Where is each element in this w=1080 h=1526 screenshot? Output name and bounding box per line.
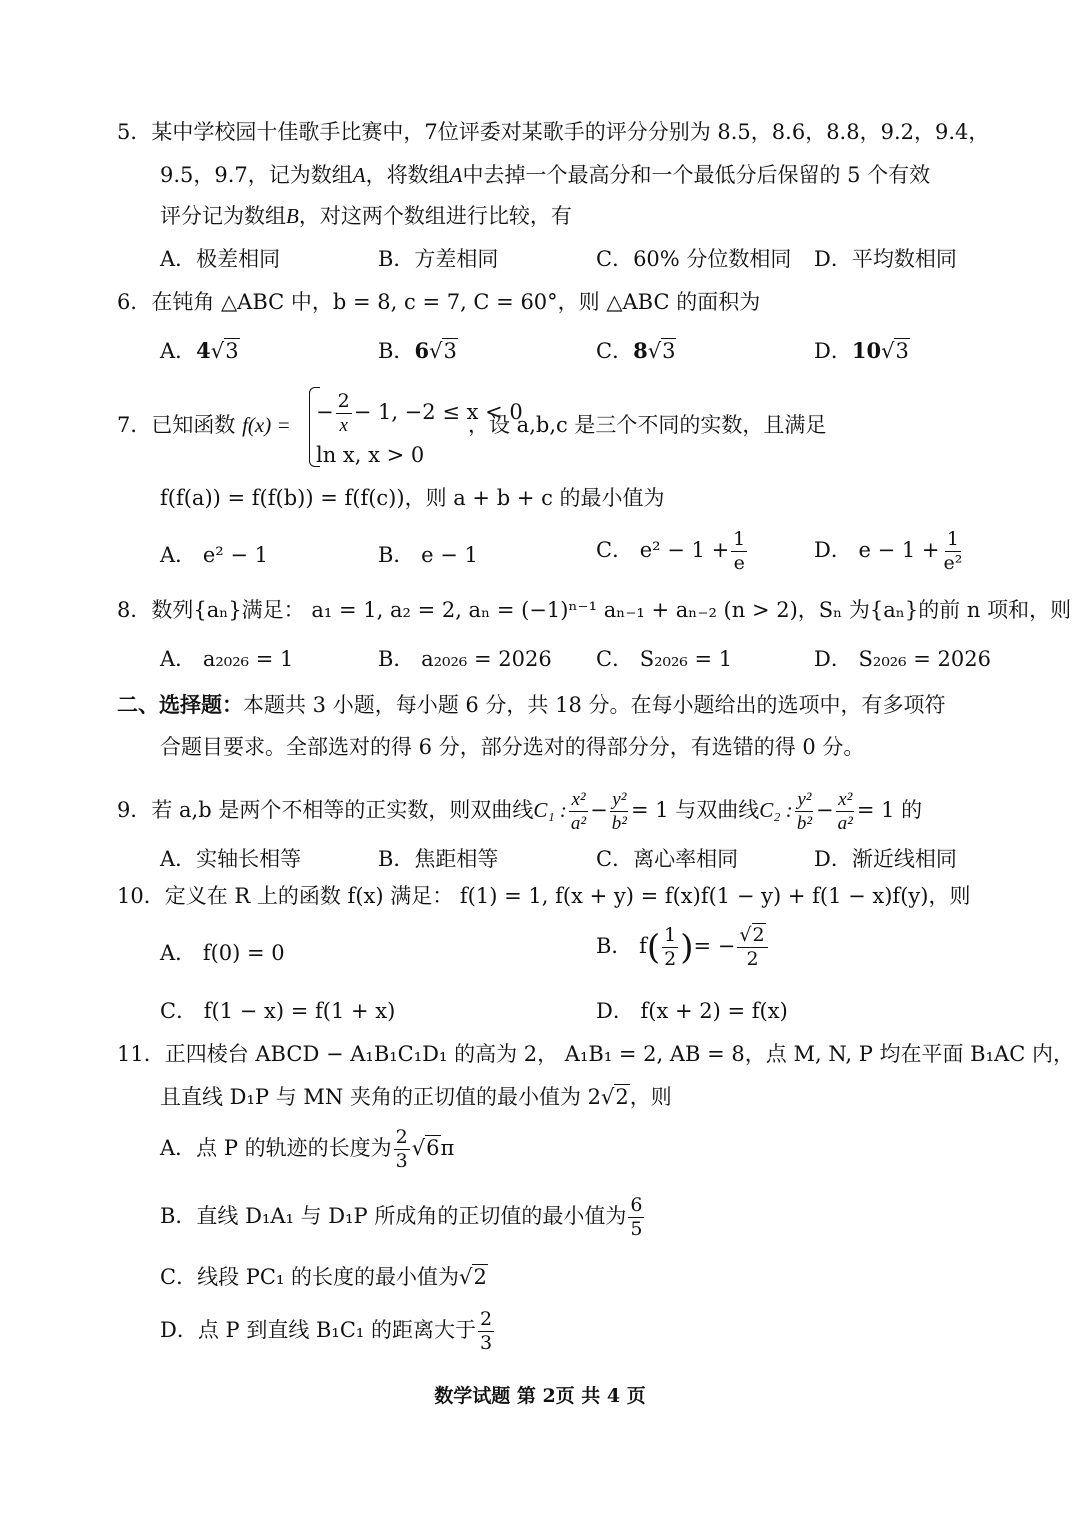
q7-option-b: B． e − 1 [378, 543, 478, 567]
q6-option-a: A．4√3 [160, 338, 239, 363]
q9-option-a: A．实轴长相等 [160, 847, 302, 871]
q6-stem: 6．在钝角 △ABC 中，b = 8, c = 7, C = 60°，则 △ABC 的面积为 [117, 290, 761, 314]
q10-option-a: A． f(0) = 0 [160, 941, 285, 965]
page-footer: 数学试题 第 2页 共 4 页 [434, 1385, 646, 1407]
q11-option-a: A．点 P 的轨迹的长度为 $\frac{2}{3}$ √6π [160, 1126, 455, 1172]
q9-stem: 9．若 a,b 是两个不相等的正实数，则双曲线C₁ : $\frac{\text{x²}}{\text{a²}}$ − $\frac{\text{y²}}{\text{b²}}$ = 1 与双曲线C₂ : $\frac{\text{y²}}{\text{b²}}$ − $\frac{\text{x²}}{\text{a²}}$ = 1 的 [117, 789, 923, 834]
section2-heading: 二、选择题： [117, 692, 243, 717]
q11-option-c: C．线段 PC₁ 的长度的最小值为√2 [160, 1265, 487, 1289]
q8-option-c: C． S₂₀₂₆ = 1 [596, 647, 733, 671]
q7-piece-1: − $\frac{2}{x}$ − 1, −2 ≤ x < 0 [316, 390, 523, 436]
q8-option-d: D． S₂₀₂₆ = 2026 [814, 647, 991, 671]
q9-option-c: C．离心率相同 [596, 847, 739, 871]
q9-option-b: B．焦距相等 [378, 847, 499, 871]
q11-option-b: B．直线 D₁A₁ 与 D₁P 所成角的正切值的最小值为 $\frac{6}{5}$ [160, 1194, 643, 1240]
section2-line1: 二、选择题：本题共 3 小题，每小题 6 分，共 18 分。在每小题给出的选项中，有多项符 [117, 692, 946, 717]
q11-option-d: D．点 P 到直线 B₁C₁ 的距离大于 $\frac{2}{3}$ [160, 1308, 493, 1354]
q7-line2: f(f(a)) = f(f(b)) = f(f(c))，则 a + b + c 的最小值为 [160, 486, 665, 510]
q8-option-b: B． a₂₀₂₆ = 2026 [378, 647, 552, 671]
q7-tail: ，设 a,b,c 是三个不同的实数，且满足 [468, 413, 827, 437]
q5-option-c: C．60% 分位数相同 [596, 247, 792, 271]
q7-option-d: D． e − 1 + $\frac{1}{\text{e²}}$ [814, 528, 963, 574]
q7-piece-2: ln x, x > 0 [316, 443, 425, 467]
q5-option-b: B．方差相同 [378, 247, 499, 271]
q10-option-b: B． f( $\frac{1}{2}$ )= − $\frac{√2}{2}$ [596, 926, 770, 969]
q10-option-c: C． f(1 − x) = f(1 + x) [160, 999, 396, 1023]
q7-lead: 7．已知函数 f(x) = [117, 413, 291, 437]
q11-line2: 且直线 D₁P 与 MN 夹角的正切值的最小值为 2√2，则 [160, 1085, 672, 1109]
q7-option-a: A． e² − 1 [160, 543, 268, 567]
q5-line2: 9.5，9.7，记为数组A，将数组A中去掉一个最高分和一个最低分后保留的 5 个有效 [160, 163, 931, 187]
q6-option-b: B．6√3 [378, 338, 457, 363]
section2-line2: 合题目要求。全部选对的得 6 分，部分选对的得部分分，有选错的得 0 分。 [160, 735, 865, 759]
q6-option-d: D．10√3 [814, 338, 909, 363]
q5-option-a: A．极差相同 [160, 247, 281, 271]
q5-line1: 5．某中学校园十佳歌手比赛中，7位评委对某歌手的评分分别为 8.5，8.6，8.8，9.2，9.4， [117, 120, 990, 144]
q8-stem: 8．数列{aₙ}满足： a₁ = 1, a₂ = 2, aₙ = (−1)ⁿ⁻¹ aₙ₋₁ + aₙ₋₂ (n > 2)，Sₙ 为{aₙ}的前 n 项和，则 [117, 598, 1072, 622]
q10-stem: 10．定义在 R 上的函数 f(x) 满足： f(1) = 1, f(x + y) = f(x)f(1 − y) + f(1 − x)f(y)，则 [117, 884, 971, 908]
q9-option-d: D．渐近线相同 [814, 847, 957, 871]
q10-option-d: D． f(x + 2) = f(x) [596, 999, 788, 1023]
q11-line1: 11．正四棱台 ABCD − A₁B₁C₁D₁ 的高为 2， A₁B₁ = 2, AB = 8，点 M, N, P 均在平面 B₁AC 内， [117, 1042, 1074, 1066]
q8-option-a: A． a₂₀₂₆ = 1 [160, 647, 294, 671]
q5-option-d: D．平均数相同 [814, 247, 957, 271]
q6-option-c: C．8√3 [596, 338, 676, 363]
q5-line3: 评分记为数组B，对这两个数组进行比较，有 [160, 204, 572, 228]
q7-option-c: C． e² − 1 + $\frac{1}{e}$ [596, 528, 746, 574]
